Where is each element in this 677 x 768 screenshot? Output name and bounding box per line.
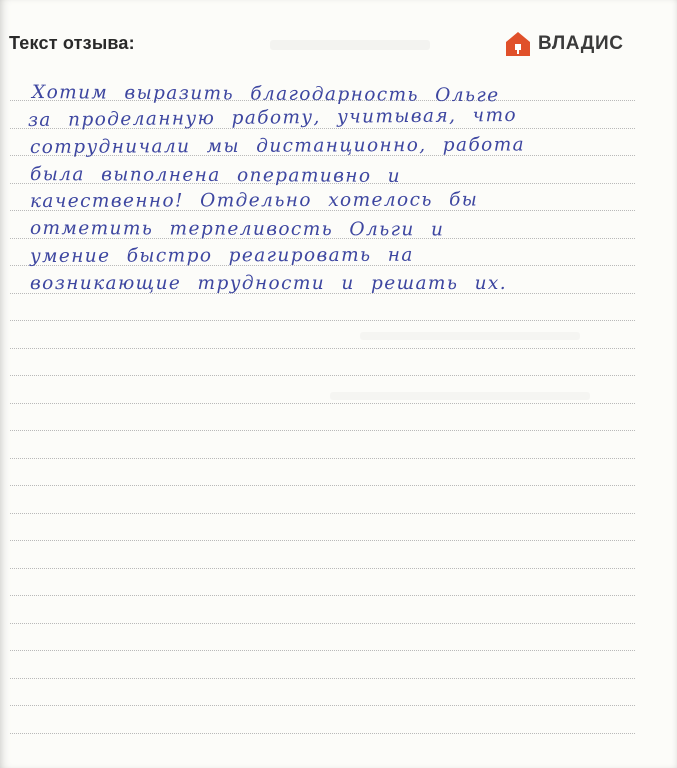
handwritten-line: умение быстро реагировать на	[29, 244, 414, 267]
ruled-line	[10, 705, 635, 706]
handwritten-line: была выполнена оперативно и	[30, 164, 402, 187]
handwritten-line: за проделанную работу, учитывая, что	[27, 104, 518, 131]
ruled-line	[10, 650, 635, 651]
show-through-texture	[270, 40, 430, 50]
ruled-line	[10, 320, 635, 321]
review-text-label: Текст отзыва:	[9, 33, 135, 53]
ruled-line	[10, 403, 635, 404]
ruled-line	[10, 623, 635, 624]
ruled-line	[10, 678, 635, 679]
ruled-line	[10, 375, 635, 376]
ruled-line	[10, 458, 635, 459]
ruled-line	[10, 430, 635, 431]
handwritten-line: качественно! Отдельно хотелось бы	[29, 189, 479, 212]
brand-name: ВЛАДИС	[538, 33, 624, 54]
brand-logo	[504, 30, 624, 58]
ruled-line	[10, 540, 635, 541]
handwritten-line: Хотим выразить благодарность Ольге	[32, 82, 500, 107]
show-through-texture	[330, 392, 590, 400]
ruled-line	[10, 568, 635, 569]
show-through-texture	[360, 332, 580, 340]
ruled-line	[10, 348, 635, 349]
ruled-line	[10, 485, 635, 486]
house-logo-icon	[504, 30, 532, 58]
ruled-line	[10, 733, 635, 734]
ruled-line	[10, 595, 635, 596]
ruled-line	[10, 513, 635, 514]
handwritten-line: возникающие трудности и решать их.	[30, 273, 508, 294]
handwritten-line: сотрудничали мы дистанционно, работа	[29, 134, 526, 158]
handwritten-line: отметить терпеливость Ольги и	[30, 218, 445, 241]
